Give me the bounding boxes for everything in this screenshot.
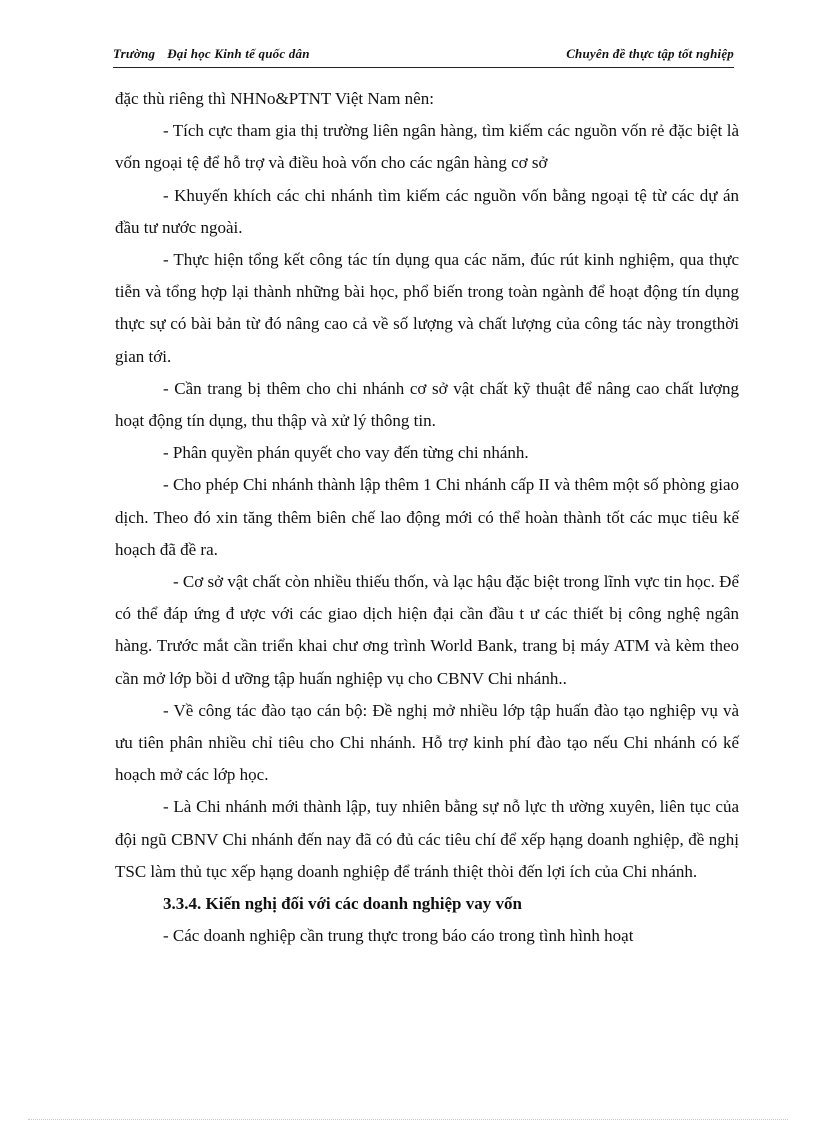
paragraph-equipment: - Cần trang bị thêm cho chi nhánh cơ sở vật chất kỹ thuật để nâng cao chất lượng hoạt động tín dụng, thu thập và xử lý thông tin. bbox=[115, 378, 739, 431]
paragraph-enterprises: - Các doanh nghiệp cần trung thực trong báo cáo trong tình hình hoạt bbox=[163, 926, 634, 946]
paragraph-new-branch: - Cho phép Chi nhánh thành lập thêm 1 Chi nhánh cấp II và thêm một số phòng giao dịch. Theo đó xin tăng thêm biên chế lao động mới có thể hoàn thành tốt các mục tiêu kế hoạch đã đề ra. bbox=[115, 475, 739, 559]
paragraph-credit-review: - Thực hiện tổng kết công tác tín dụng qua các năm, đúc rút kinh nghiệm, qua thực tiễn và tổng hợp lại thành những bài học, phổ biến trong toàn ngành để hoạt động tín dụng thực sự có bài bản từ đó nâng cao cả về số lượng và chất lượng của công tác này trongthời gian tới. bbox=[115, 250, 739, 366]
paragraph-branch-ranking: - Là Chi nhánh mới thành lập, tuy nhiên bằng sự nỗ lực th ường xuyên, liên tục của đội ngũ CBNV Chi nhánh đến nay đã có đủ các tiêu chí để xếp hạng doanh nghiệp, đề nghị TSC làm thủ tục xếp hạng doanh nghiệp để tránh thiệt thòi đến lợi ích của Chi nhánh. bbox=[115, 797, 739, 881]
header-school-word: Trường bbox=[113, 46, 156, 61]
paragraph-staff-training: - Về công tác đào tạo cán bộ: Đề nghị mở nhiều lớp tập huấn đào tạo nghiệp vụ và ưu tiên phân nhiều chỉ tiêu cho Chi nhánh. Hỗ trợ kinh phí đào tạo nếu Chi nhánh có kế hoạch mở các lớp học. bbox=[115, 700, 739, 785]
document-body bbox=[115, 83, 739, 952]
paragraph-interbank-market: - Tích cực tham gia thị trường liên ngân hàng, tìm kiếm các nguồn vốn rẻ đặc biệt là vốn ngoại tệ để hỗ trợ và điều hoà vốn cho các ngân hàng cơ sở bbox=[115, 121, 739, 173]
paragraph-continuation: đặc thù riêng thì NHNo&PTNT Việt Nam nên: bbox=[115, 89, 434, 108]
header-report-title: Chuyên đề thực tập tốt nghiệp bbox=[566, 46, 734, 61]
paragraph-lending-authority: - Phân quyền phán quyết cho vay đến từng chi nhánh. bbox=[163, 443, 529, 463]
paragraph-foreign-capital: - Khuyến khích các chi nhánh tìm kiếm các nguồn vốn bằng ngoại tệ từ các dự án đầu tư nước ngoài. bbox=[115, 185, 739, 237]
header-school bbox=[113, 46, 310, 62]
page-header bbox=[113, 43, 734, 68]
paragraph-infrastructure: - Cơ sở vật chất còn nhiều thiếu thốn, và lạc hậu đặc biệt trong lĩnh vực tin học. Để có thể đáp ứng đ ược với các giao dịch hiện đại cần đầu t ư các thiết bị công nghệ ngân hàng. Trước mắt cần triển khai chư ơng trình World Bank, trang bị máy ATM và kèm theo cần mở lớp bồi d ưỡng tập huấn nghiệp vụ cho CBNV Chi nhánh.. bbox=[115, 572, 739, 688]
page-bottom-divider bbox=[28, 1119, 788, 1120]
header-school-name: Đại học Kinh tế quốc dân bbox=[167, 46, 310, 61]
section-heading: 3.3.4. Kiến nghị đối với các doanh nghiệp vay vốn bbox=[163, 894, 522, 914]
